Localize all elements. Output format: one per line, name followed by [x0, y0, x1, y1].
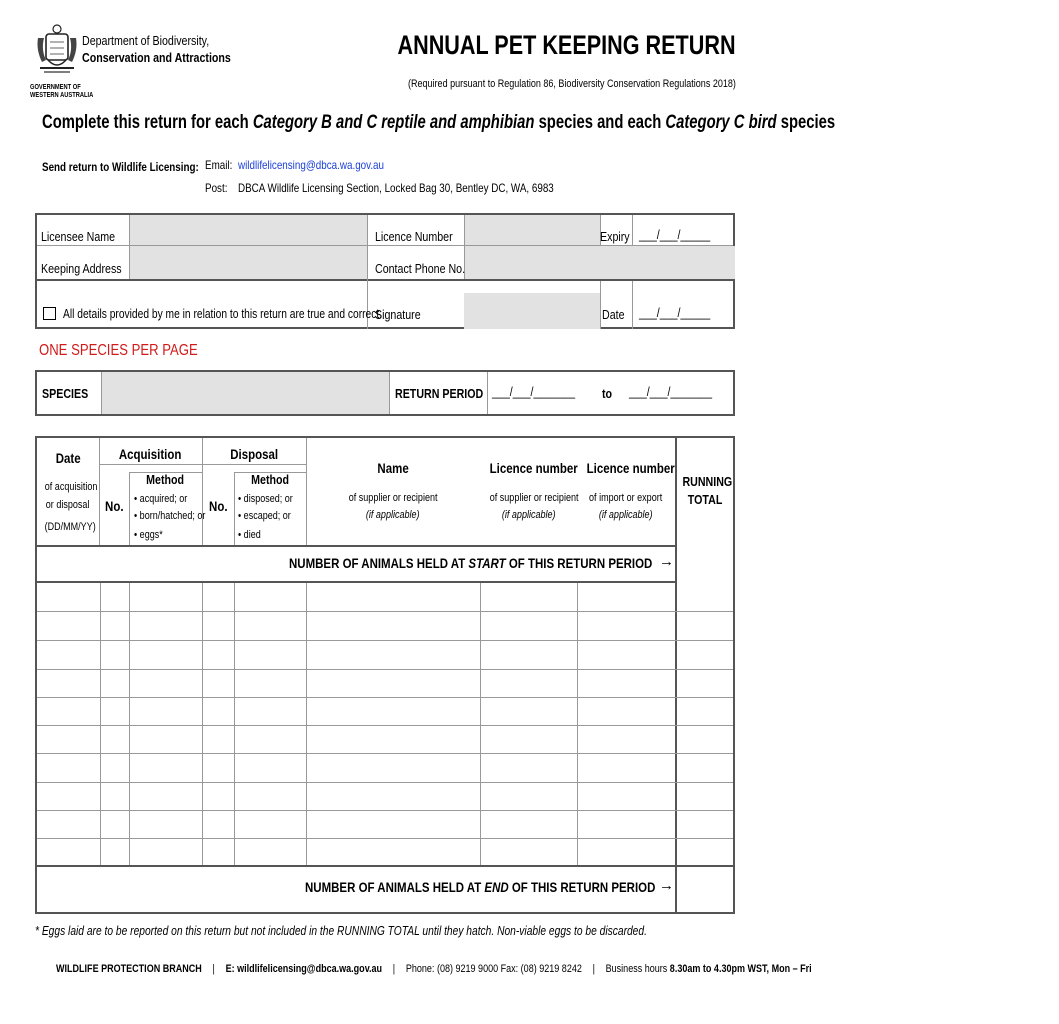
declaration-checkbox[interactable]: [43, 307, 56, 320]
species-field[interactable]: [101, 372, 389, 414]
signature-label: Signature: [375, 307, 421, 322]
species-row: [35, 370, 735, 416]
import-licence-sub2: (if applicable): [599, 509, 653, 521]
contact-phone-label: Contact Phone No.: [375, 261, 466, 276]
acq-method-3: • eggs*: [134, 529, 163, 541]
acq-method-2: • born/hatched; or: [134, 510, 206, 522]
keeping-address-field[interactable]: [129, 246, 367, 279]
government-crest: [34, 24, 80, 80]
expiry-date-blank[interactable]: ___/___/_____: [639, 227, 711, 242]
licence-number-field[interactable]: [464, 215, 600, 245]
entry-rows-area[interactable]: [37, 583, 675, 865]
start-total-label: NUMBER OF ANIMALS HELD AT START OF THIS RETURN PERIOD: [289, 555, 653, 571]
species-label: SPECIES: [42, 386, 89, 401]
footer: WILDLIFE PROTECTION BRANCH | E: wildlifelicensing@dbca.wa.gov.au | Phone: (08) 9219 9000 Fax: (08) 9219 8242 | Business hours 8.30am to 4.30pm WST, Mon – Fri: [56, 963, 812, 975]
post-label: Post:: [205, 181, 228, 195]
form-title: ANNUAL PET KEEPING RETURN: [397, 30, 736, 60]
date-label: Date: [602, 307, 625, 322]
one-species-notice: ONE SPECIES PER PAGE: [39, 342, 198, 359]
acquisition-header: Acquisition: [119, 446, 182, 462]
licence-number-label: Licence Number: [375, 229, 453, 244]
date-sub2: or disposal: [46, 499, 90, 511]
form-subtitle: (Required pursuant to Regulation 86, Biodiversity Conservation Regulations 2018): [408, 78, 736, 90]
acq-method-1: • acquired; or: [134, 493, 188, 505]
licensee-details-table: [35, 213, 735, 329]
import-licence-header: Licence number: [586, 460, 675, 476]
post-address: DBCA Wildlife Licensing Section, Locked Bag 30, Bentley DC, WA, 6983: [238, 181, 554, 195]
disp-method-2: • escaped; or: [238, 510, 291, 522]
disp-method-3: • died: [238, 529, 261, 541]
licence-number-header: Licence number: [489, 460, 578, 476]
signature-field[interactable]: [464, 293, 600, 329]
keeping-address-label: Keeping Address: [41, 261, 122, 276]
eggs-footnote: * Eggs laid are to be reported on this return but not included in the RUNNING TOTAL until they hatch. Non-viable eggs to be discarded.: [35, 924, 647, 938]
disposal-method-header: Method: [251, 472, 289, 487]
email-link[interactable]: wildlifelicensing@dbca.wa.gov.au: [238, 158, 385, 172]
government-label-line2: WESTERN AUSTRALIA: [30, 92, 94, 99]
department-name-line2: Conservation and Attractions: [82, 50, 231, 65]
licensee-name-field[interactable]: [129, 215, 367, 245]
declaration-text: All details provided by me in relation to this return are true and correct.: [63, 307, 383, 321]
disposal-no-header: No.: [208, 498, 228, 514]
department-name-line1: Department of Biodiversity,: [82, 33, 210, 48]
running-total-header-2: TOTAL: [687, 492, 723, 507]
date-sub3: (DD/MM/YY): [44, 521, 96, 533]
disp-method-1: • disposed; or: [238, 493, 293, 505]
name-header: Name: [377, 460, 409, 476]
name-sub1: of supplier or recipient: [348, 492, 438, 504]
start-total-field[interactable]: [677, 545, 733, 583]
contact-phone-field[interactable]: [464, 246, 735, 279]
acquisition-method-header: Method: [146, 472, 185, 487]
return-period-label: RETURN PERIOD: [395, 386, 484, 401]
licensee-name-label: Licensee Name: [41, 229, 116, 244]
expiry-label: Expiry: [600, 229, 630, 244]
period-start-blank[interactable]: ___/___/_______: [492, 384, 575, 399]
date-header: Date: [55, 450, 81, 466]
licence-sub1: of supplier or recipient: [489, 492, 579, 504]
acquisition-no-header: No.: [104, 498, 124, 514]
email-label: Email:: [205, 158, 233, 172]
send-return-label: Send return to Wildlife Licensing:: [42, 160, 199, 174]
end-total-label: NUMBER OF ANIMALS HELD AT END OF THIS RETURN PERIOD: [305, 879, 656, 895]
to-label: to: [602, 386, 613, 401]
movement-table: [35, 436, 735, 914]
licence-sub2: (if applicable): [501, 509, 556, 521]
start-arrow-icon: →: [659, 553, 674, 570]
import-licence-sub1: of import or export: [589, 492, 663, 504]
running-total-header-1: RUNNING: [682, 474, 733, 489]
date-sub1: of acquisition: [44, 481, 98, 493]
disposal-header: Disposal: [230, 446, 278, 462]
declaration-date-blank[interactable]: ___/___/_____: [639, 305, 711, 320]
end-arrow-icon: →: [659, 877, 674, 894]
government-label-line1: GOVERNMENT OF: [30, 84, 81, 91]
period-end-blank[interactable]: ___/___/_______: [629, 384, 712, 399]
end-total-field[interactable]: [677, 867, 733, 912]
instruction-headline: Complete this return for each Category B and C reptile and amphibian species and each Category C bird species: [42, 112, 836, 133]
name-sub2: (if applicable): [366, 509, 420, 521]
